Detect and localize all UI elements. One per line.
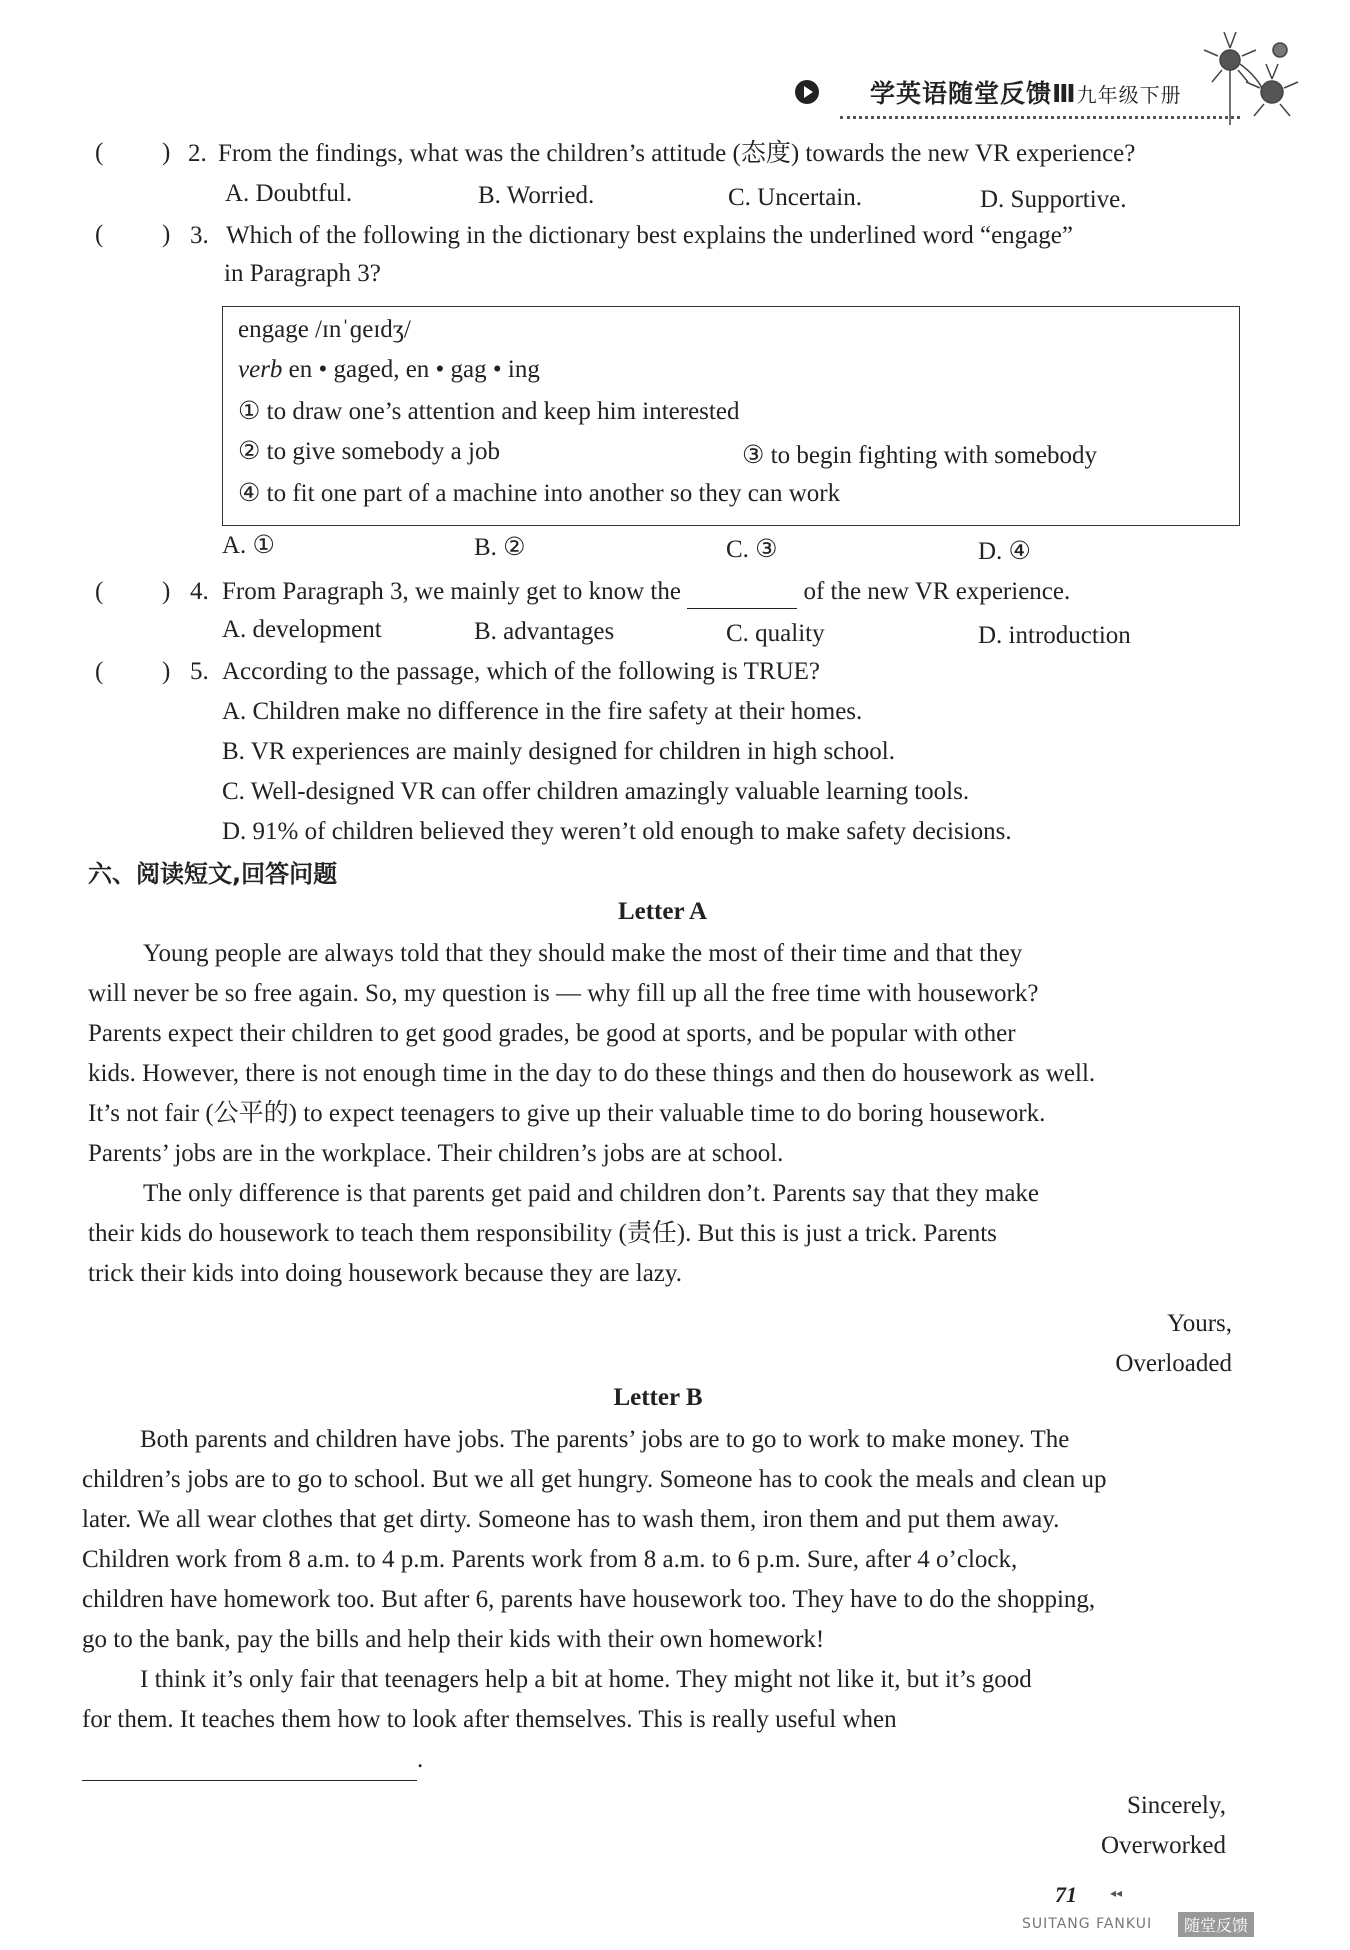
option-c: C. ③: [726, 536, 778, 563]
answer-paren-open: (: [95, 139, 104, 166]
footer-brand-en: SUITANG FANKUI: [1022, 1916, 1153, 1932]
option-b: B. advantages: [474, 618, 615, 645]
question-number: 4.: [190, 578, 209, 605]
letter-b-line: go to the bank, pay the bills and help their kids with their own homework!: [82, 1626, 825, 1653]
letter-a-title: Letter A: [617, 898, 708, 925]
option-d: D. ④: [978, 538, 1031, 565]
option-a: A. Children make no difference in the fire safety at their homes.: [222, 698, 863, 725]
dictionary-sense-4: ④ to fit one part of a machine into another so they can work: [238, 480, 841, 507]
letter-b-line: I think it’s only fair that teenagers help a bit at home. They might not like it, but it’s good: [140, 1666, 1032, 1693]
dictionary-forms: verb en • gaged, en • gag • ing: [238, 356, 540, 383]
letter-b-line: children have homework too. But after 6, parents have housework too. They have to do the shopping,: [82, 1586, 1096, 1613]
letter-a-line: kids. However, there is not enough time in the day to do these things and then do housework as well.: [88, 1060, 1096, 1087]
letter-b-line: for them. It teaches them how to look after themselves. This is really useful when: [82, 1706, 897, 1733]
option-c: C. quality: [726, 620, 825, 647]
answer-paren-close: ): [162, 578, 171, 605]
answer-paren-open: (: [95, 221, 104, 248]
letter-a-body: [88, 934, 1248, 1294]
header-divider: [840, 116, 1240, 119]
option-b: B. Worried.: [478, 182, 595, 209]
dictionary-headword: engage /ɪnˈɡeɪdʒ/: [238, 316, 411, 343]
letter-a-line: Parents’ jobs are in the workplace. Their children’s jobs are at school.: [88, 1140, 784, 1167]
letter-b-title: Letter B: [613, 1384, 703, 1411]
answer-paren-open: (: [95, 578, 104, 605]
answer-paren-close: ): [162, 139, 171, 166]
answer-paren-close: ): [162, 221, 171, 248]
answer-blank[interactable]: [82, 1740, 417, 1781]
play-icon: [795, 80, 819, 104]
question-number: 3.: [190, 222, 209, 249]
letter-b-body: [82, 1420, 1242, 1781]
sunflower-decoration-icon: [1200, 20, 1310, 130]
answer-paren-close: ): [162, 658, 171, 685]
option-b: B. ②: [474, 534, 526, 561]
letter-b-line: later. We all wear clothes that get dirty. Someone has to wash them, iron them and put them away.: [82, 1506, 1060, 1533]
dictionary-sense-1: ① to draw one’s attention and keep him interested: [238, 398, 740, 425]
question-number: 2.: [188, 140, 207, 167]
option-c: C. Well-designed VR can offer children amazingly valuable learning tools.: [222, 778, 970, 805]
letter-a-line: The only difference is that parents get paid and children don’t. Parents say that they make: [143, 1180, 1040, 1207]
question-stem: From the findings, what was the children’s attitude (态度) towards the new VR experience?: [218, 140, 1136, 167]
option-a: A. Doubtful.: [225, 180, 353, 207]
letter-b-line: Children work from 8 a.m. to 4 p.m. Parents work from 8 a.m. to 6 p.m. Sure, after 4 o’clock,: [82, 1546, 1018, 1573]
section-heading: 六、阅读短文,回答问题: [88, 860, 338, 888]
option-d: D. Supportive.: [980, 186, 1127, 213]
letter-a-signature: Overloaded: [1115, 1350, 1232, 1377]
letter-a-line: It’s not fair (公平的) to expect teenagers to give up their valuable time to do boring housework.: [88, 1100, 1046, 1127]
option-b: B. VR experiences are mainly designed for children in high school.: [222, 738, 895, 765]
letter-a-line: Young people are always told that they should make the most of their time and that they: [143, 940, 1023, 967]
answer-paren-open: (: [95, 658, 104, 685]
double-arrow-icon: ◂◂: [1110, 1886, 1123, 1900]
question-number: 5.: [190, 658, 209, 685]
letter-a-line: trick their kids into doing housework because they are lazy.: [88, 1260, 683, 1287]
letter-b-closing: Sincerely,: [1126, 1792, 1226, 1819]
letter-a-closing: Yours,: [1167, 1310, 1232, 1337]
page-header-title: 学英语随堂反馈Ⅲ九年级下册: [870, 79, 1182, 108]
letter-a-line: their kids do housework to teach them responsibility (责任). But this is just a trick. Parents: [88, 1220, 997, 1247]
question-stem: According to the passage, which of the following is TRUE?: [222, 658, 821, 685]
option-a: A. ①: [222, 532, 275, 559]
footer-brand-cn: 随堂反馈: [1178, 1912, 1254, 1937]
dictionary-sense-3: ③ to begin fighting with somebody: [742, 442, 1098, 469]
question-stem-line1: Which of the following in the dictionary best explains the underlined word “engage”: [226, 222, 1073, 249]
option-d: D. introduction: [978, 622, 1131, 649]
question-stem: From Paragraph 3, we mainly get to know the of the new VR experience.: [222, 576, 1070, 609]
letter-b-answer-line: .: [82, 1740, 1242, 1781]
question-stem-line2: in Paragraph 3?: [224, 260, 381, 287]
page-number: 71: [1055, 1882, 1077, 1907]
letter-b-line: Both parents and children have jobs. The parents’ jobs are to go to work to make money. The: [140, 1426, 1070, 1453]
option-c: C. Uncertain.: [728, 184, 862, 211]
letter-a-line: Parents expect their children to get good grades, be good at sports, and be popular with other: [88, 1020, 1016, 1047]
letter-b-signature: Overworked: [1101, 1832, 1226, 1859]
option-d: D. 91% of children believed they weren’t old enough to make safety decisions.: [222, 818, 1012, 845]
letter-a-line: will never be so free again. So, my question is — why fill up all the free time with housework?: [88, 980, 1039, 1007]
answer-blank[interactable]: [687, 576, 797, 609]
dictionary-sense-2: ② to give somebody a job: [238, 438, 500, 465]
letter-b-line: children’s jobs are to go to school. But we all get hungry. Someone has to cook the meals and clean up: [82, 1466, 1107, 1493]
option-a: A. development: [222, 616, 382, 643]
